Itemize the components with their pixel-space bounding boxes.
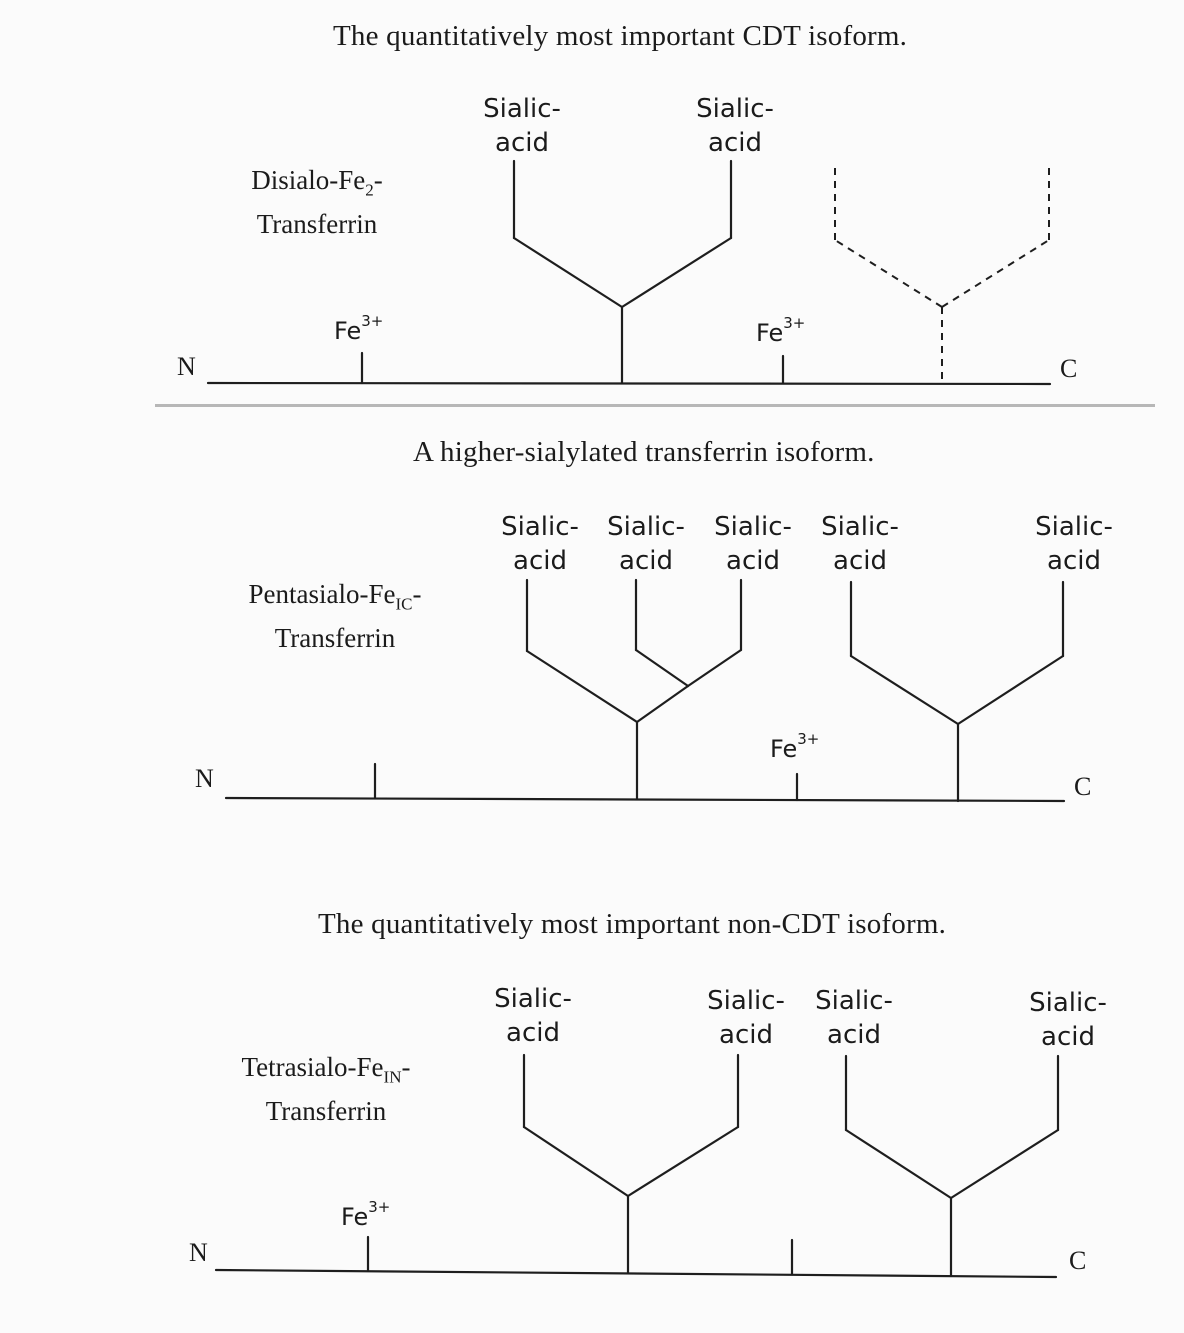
fe-symbol: Fe	[756, 319, 784, 347]
isoform-name-subscript: IC	[395, 594, 413, 614]
isoform-name-prefix: Disialo-Fe	[251, 165, 366, 195]
fe-charge: 3+	[797, 730, 820, 748]
glycan-branch-right	[622, 238, 731, 307]
sialic-label-line1: Sialic-	[821, 512, 899, 542]
sialic-acid-label-5	[1019, 510, 1129, 578]
sialic-acid-label-2	[680, 92, 790, 160]
sialic-label-line2: acid	[1047, 546, 1101, 576]
glycan-1-branch-right	[637, 686, 688, 722]
sialic-acid-label-4	[1013, 986, 1123, 1054]
fe-charge: 3+	[368, 1198, 391, 1216]
sialic-label-line2: acid	[833, 546, 887, 576]
n-terminus-label: N	[189, 1238, 208, 1267]
sialic-acid-label-2	[691, 984, 801, 1052]
panel-title: A higher-sialylated transferrin isoform.	[413, 436, 875, 468]
fe-symbol: Fe	[770, 735, 798, 763]
glycan-1-branch-right	[628, 1127, 738, 1196]
sialic-label-line2: acid	[506, 1018, 560, 1048]
n-terminus-label: N	[195, 764, 214, 793]
sialic-acid-label-1	[478, 982, 588, 1050]
isoform-name-line2: Transferrin	[256, 209, 378, 240]
glycan-2-branch-left	[851, 656, 958, 724]
sialic-label-line2: acid	[513, 546, 567, 576]
sialic-acid-label-1	[485, 510, 595, 578]
sialic-label-line2: acid	[495, 128, 549, 158]
fe-label-n-lobe	[334, 312, 384, 345]
sialic-label-line2: acid	[827, 1020, 881, 1050]
sialic-label-line2: acid	[719, 1020, 773, 1050]
sialic-acid-label-1	[467, 92, 577, 160]
glycan-2-branch-left	[846, 1130, 951, 1198]
fe-label-c-lobe	[770, 730, 820, 763]
isoform-name-suffix: -	[373, 165, 383, 195]
protein-backbone	[208, 383, 1050, 384]
fe-symbol: Fe	[341, 1203, 369, 1231]
glycan-1-branch-left	[527, 651, 637, 722]
panel-tetrasialo-drawing	[0, 880, 1184, 1333]
isoform-name-line2: Transferrin	[274, 623, 396, 654]
sialic-label-line1: Sialic-	[815, 986, 893, 1016]
panel-pentasialo-drawing	[0, 410, 1184, 860]
missing-glycan-branch-right	[942, 240, 1049, 307]
sialic-label-line1: Sialic-	[1035, 512, 1113, 542]
panel-title: The quantitatively most important non-CDT isoform.	[318, 908, 947, 940]
fe-symbol: Fe	[334, 317, 362, 345]
c-terminus-label: C	[1060, 354, 1078, 383]
isoform-name	[222, 1050, 430, 1128]
n-terminus-label: N	[177, 352, 196, 381]
sialic-label-line2: acid	[726, 546, 780, 576]
glycan-2-branch-right	[951, 1130, 1058, 1198]
c-terminus-label: C	[1074, 772, 1092, 801]
isoform-name	[232, 163, 402, 241]
fe-label-n-lobe	[341, 1198, 391, 1231]
glycan-1-sub-branch-left	[636, 650, 688, 686]
isoform-name-subscript: IN	[383, 1067, 402, 1087]
sialic-label-line1: Sialic-	[707, 986, 785, 1016]
glycan-2-branch-right	[958, 656, 1063, 724]
panel-disialo-drawing	[0, 0, 1184, 404]
panel-title: The quantitatively most important CDT isoform.	[333, 20, 908, 52]
fe-charge: 3+	[361, 312, 384, 330]
section-divider	[155, 404, 1155, 407]
sialic-label-line1: Sialic-	[483, 94, 561, 124]
isoform-name	[230, 577, 440, 655]
missing-glycan-branch-left	[835, 240, 942, 307]
isoform-name-suffix: -	[401, 1052, 411, 1082]
fe-charge: 3+	[783, 314, 806, 332]
isoform-name-prefix: Tetrasialo-Fe	[241, 1052, 384, 1082]
panel-disialo	[0, 0, 1184, 404]
sialic-label-line2: acid	[619, 546, 673, 576]
sialic-acid-label-3	[799, 984, 909, 1052]
sialic-acid-label-2	[591, 510, 701, 578]
sialic-acid-label-3	[698, 510, 808, 578]
glycan-branch-left	[514, 238, 622, 307]
glycan-1-branch-left	[524, 1127, 628, 1196]
sialic-label-line2: acid	[1041, 1022, 1095, 1052]
isoform-name-suffix: -	[412, 579, 422, 609]
panel-pentasialo	[0, 410, 1184, 860]
protein-backbone	[226, 798, 1064, 801]
sialic-label-line1: Sialic-	[607, 512, 685, 542]
sialic-label-line2: acid	[708, 128, 762, 158]
sialic-label-line1: Sialic-	[696, 94, 774, 124]
glycan-1-sub-branch-right	[688, 650, 741, 686]
isoform-name-line2: Transferrin	[265, 1096, 387, 1127]
c-terminus-label: C	[1069, 1246, 1087, 1275]
sialic-label-line1: Sialic-	[1029, 988, 1107, 1018]
protein-backbone	[216, 1270, 1056, 1277]
panel-tetrasialo	[0, 880, 1184, 1333]
sialic-acid-label-4	[805, 510, 915, 578]
sialic-label-line1: Sialic-	[501, 512, 579, 542]
sialic-label-line1: Sialic-	[494, 984, 572, 1014]
isoform-name-prefix: Pentasialo-Fe	[248, 579, 396, 609]
sialic-label-line1: Sialic-	[714, 512, 792, 542]
fe-label-c-lobe	[756, 314, 806, 347]
isoform-name-subscript: 2	[365, 180, 374, 200]
